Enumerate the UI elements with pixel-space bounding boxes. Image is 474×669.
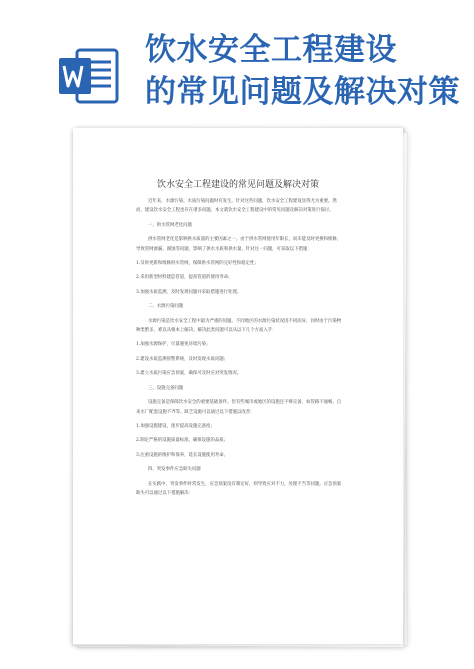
list-item: 1.及时更新和维修供水管网，保障供水管网的完好性和稳定性； <box>136 261 259 267</box>
list-item: 3.加强水质监测，及时发现问题并采取措施进行处理。 <box>136 289 242 295</box>
banner-title-line-2: 的常见问题及解决对策 <box>145 74 460 110</box>
section-heading: 二、水源污染问题 <box>148 304 184 310</box>
section-paragraph: 供水管网老化是影响供水质量的主要因素之一。由于供水管网使用年限长，而未能及时更换和维修，导致管网渗漏、腐蚀等问题，影响了供水水质和供水量。针对这一问题，可采取以下措施： <box>136 237 342 252</box>
banner-title-line-1: 饮水安全工程建设 <box>145 32 397 68</box>
section-heading: 一、供水管网老化问题 <box>148 222 192 228</box>
section-paragraph: 设施完备是保障饮水安全的重要基础条件。但有些城市或地区的设施还不够完备，如管路不通畅、自来水厂配套设施不齐等。缺乏设施可以通过以下措施以改善： <box>136 400 342 415</box>
word-icon <box>57 44 121 108</box>
list-item: 2.制定严格的设施质量标准，确保设施的品质； <box>136 438 229 444</box>
document-title: 饮水安全工程建设的常见问题及解决对策 <box>156 180 319 190</box>
section-heading: 三、设施完备问题 <box>148 385 184 391</box>
intro-paragraph: 近年来，水源污染、水质污染问题时有发生。针对这些问题，饮水安全工程建设显得尤为重要。然而，建设饮水安全工程也存在诸多问题。本文就饮水安全工程建设中的常见问题及解决对策进行探讨。 <box>136 199 337 214</box>
list-item: 1.加强设施建设，逐步提高设施完备度； <box>136 423 215 429</box>
section-heading: 四、突发事件应急缺失问题 <box>148 467 201 473</box>
document-page <box>73 128 403 644</box>
list-item: 1.加强水源保护，尽量避免环境污染； <box>136 342 211 348</box>
list-item: 2.建设水质监测预警系统，及时发现水质问题； <box>136 356 229 362</box>
document-body <box>136 197 342 498</box>
list-item: 3.建立水质污染应急预案，确保可及时应对突发情况。 <box>136 371 242 377</box>
section-paragraph: 在实践中，突发事件时常发生，应急预案没有制定好，则导致应对不力，处理不当等问题。应急预案缺失可以通过以下措施解决： <box>136 481 342 496</box>
list-item: 2.采用新型材料建造管道，提高管道的使用寿命； <box>136 275 233 281</box>
list-item: 3.注重设施的维护和保养，延长设施使用寿命。 <box>136 452 229 458</box>
header-banner <box>0 0 474 130</box>
section-paragraph: 水源污染是饮水安全工程中最为严重的问题。不同地区的水源污染状况因不同而异，同时由于污染物种类繁多，难以从根本上解决。解决此类问题可以从以下几个方面入手： <box>136 318 342 334</box>
